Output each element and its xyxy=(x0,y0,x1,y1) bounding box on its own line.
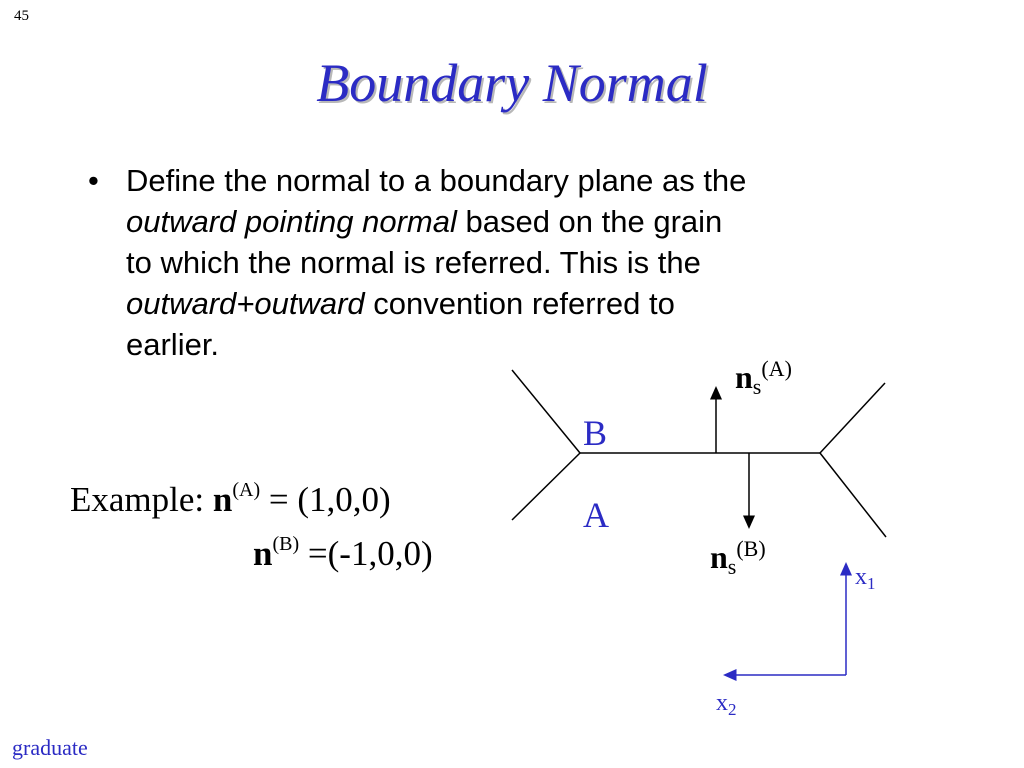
normal-subscript: s xyxy=(752,374,762,399)
normal-superscript: (A) xyxy=(232,479,261,501)
bullet-emphasis: outward+outward xyxy=(126,286,365,321)
bullet-marker: • xyxy=(88,163,99,198)
axis-symbol: x xyxy=(855,564,867,590)
normal-symbol: n xyxy=(212,480,233,519)
axis-x2-label xyxy=(716,690,737,720)
axis-symbol: x xyxy=(716,690,728,716)
bullet-line-text: to which the normal is referred. This is the xyxy=(126,245,701,280)
axis-subscript: 2 xyxy=(728,700,737,719)
normal-superscript: (B) xyxy=(272,533,300,555)
footer-label: graduate xyxy=(12,735,88,760)
axis-subscript: 1 xyxy=(867,574,876,593)
bullet-line-text: convention referred to xyxy=(364,286,675,321)
grain-a-label: A xyxy=(583,495,609,535)
triple-junction-line xyxy=(820,453,886,537)
example-label: Example: xyxy=(70,480,213,519)
normal-symbol: n xyxy=(710,539,728,575)
triple-junction-line xyxy=(820,383,885,453)
grain-b-label: B xyxy=(583,413,608,453)
normal-value: = (1,0,0) xyxy=(260,480,391,519)
normal-symbol: n xyxy=(735,359,753,395)
normal-value: =(-1,0,0) xyxy=(299,534,433,573)
normal-superscript: (A) xyxy=(761,356,792,381)
bullet-line-text: earlier. xyxy=(126,327,220,362)
slide-number: 45 xyxy=(14,8,29,24)
normal-subscript: s xyxy=(727,554,737,579)
triple-junction-line xyxy=(512,370,580,453)
normal-a-label xyxy=(735,356,792,400)
axis-x1-label xyxy=(855,564,876,594)
normal-b-label xyxy=(710,536,766,580)
bullet-emphasis: outward pointing normal xyxy=(126,204,457,239)
slide-title: Boundary Normal xyxy=(316,53,708,113)
bullet-line-text: Define the normal to a boundary plane as the xyxy=(126,163,747,198)
triple-junction-line xyxy=(512,453,580,520)
normal-symbol: n xyxy=(253,534,273,573)
normal-superscript: (B) xyxy=(736,536,766,561)
bullet-line-text: based on the grain xyxy=(456,204,723,239)
